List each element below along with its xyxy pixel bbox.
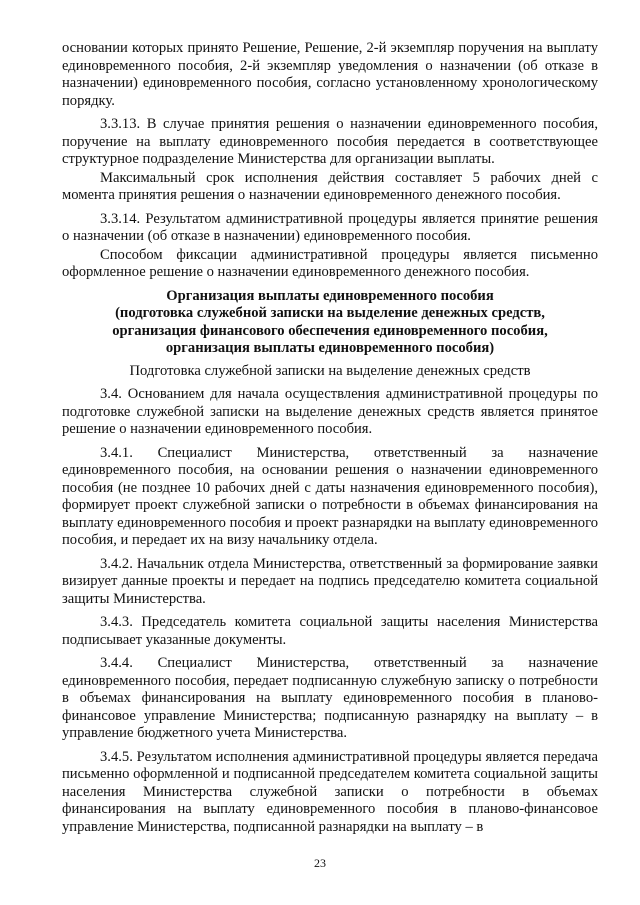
subsection-heading: Подготовка служебной записки на выделение денежных средств (129, 362, 531, 379)
paragraph-3-4-3: 3.4.3. Председатель комитета социальной защиты населения Министерства подписывает указанные документы. (62, 614, 598, 648)
paragraph-3-4: 3.4. Основанием для начала осуществления административной процедуры по подготовке служебной записки на выделение денежных средств является принятое решение о назначении единовременного пособия. (62, 386, 598, 437)
section-heading (62, 288, 598, 358)
paragraph-fixation-method: Способом фиксации административной процедуры является письменно оформленное решение о назначении единовременного денежного пособия. (62, 246, 598, 280)
paragraph-3-3-14: 3.3.14. Результатом административной процедуры является принятие решения о назначении (об отказе в назначении) единовременного пособия. (62, 210, 598, 244)
paragraph-3-3-13: 3.3.13. В случае принятия решения о назначении единовременного пособия, поручение на выплату единовременного пособия передается в соответствующее структурное подразделение Министерства для организации выплаты. (62, 116, 598, 167)
paragraph-3-4-5: 3.4.5. Результатом исполнения административной процедуры является передача письменно оформленной и подписанной председателем комитета социальной защиты населения Министерства служебной записки о потребности в объемах финансирования на выплату единовременного пособия в планово-финансовое управление Министерства, подписанной разнарядки на выплату – в (62, 748, 598, 835)
page-number: 23 (314, 856, 326, 870)
paragraph-3-4-4: 3.4.4. Специалист Министерства, ответственный за назначение единовременного пособия, передает подписанную служебную записку о потребности в объемах финансирования на выплату единовременного пособия в планово-финансовое управление Министерства; подписанную разнарядку на выплату – в управление бюджетного учета Министерства. (62, 655, 598, 741)
section-heading-line: (подготовка служебной записки на выделение денежных средств, (115, 305, 545, 321)
paragraph-continuation: основании которых принято Решение, Решение, 2-й экземпляр поручения на выплату единовременного пособия, 2-й экземпляр уведомления о назначении (об отказе в назначении) единовременного пособия, согласно установленному хронологическому порядку. (62, 40, 598, 109)
paragraph-3-4-2: 3.4.2. Начальник отдела Министерства, ответственный за формирование заявки визирует данные проекты и передает на подпись председателю комитета социальной защиты Министерства. (62, 555, 598, 607)
paragraph-3-4-1: 3.4.1. Специалист Министерства, ответственный за назначение единовременного пособия, на основании решения о назначении единовременного пособия (не позднее 10 рабочих дней с даты назначения единовременного пособия), формирует проект служебной записки о потребности в объемах финансирования на выплату единовременного пособия и проект разнарядки на выплату единовременного пособия, и передает их на визу начальнику отдела. (62, 444, 598, 548)
section-heading-line: Организация выплаты единовременного пособия (166, 287, 494, 304)
paragraph-max-term: Максимальный срок исполнения действия составляет 5 рабочих дней с момента принятия решения о назначении единовременного денежного пособия. (62, 169, 598, 203)
section-heading-line: организация финансового обеспечения единовременного пособия, (112, 322, 548, 339)
section-heading-line: организация выплаты единовременного пособия) (165, 340, 495, 356)
